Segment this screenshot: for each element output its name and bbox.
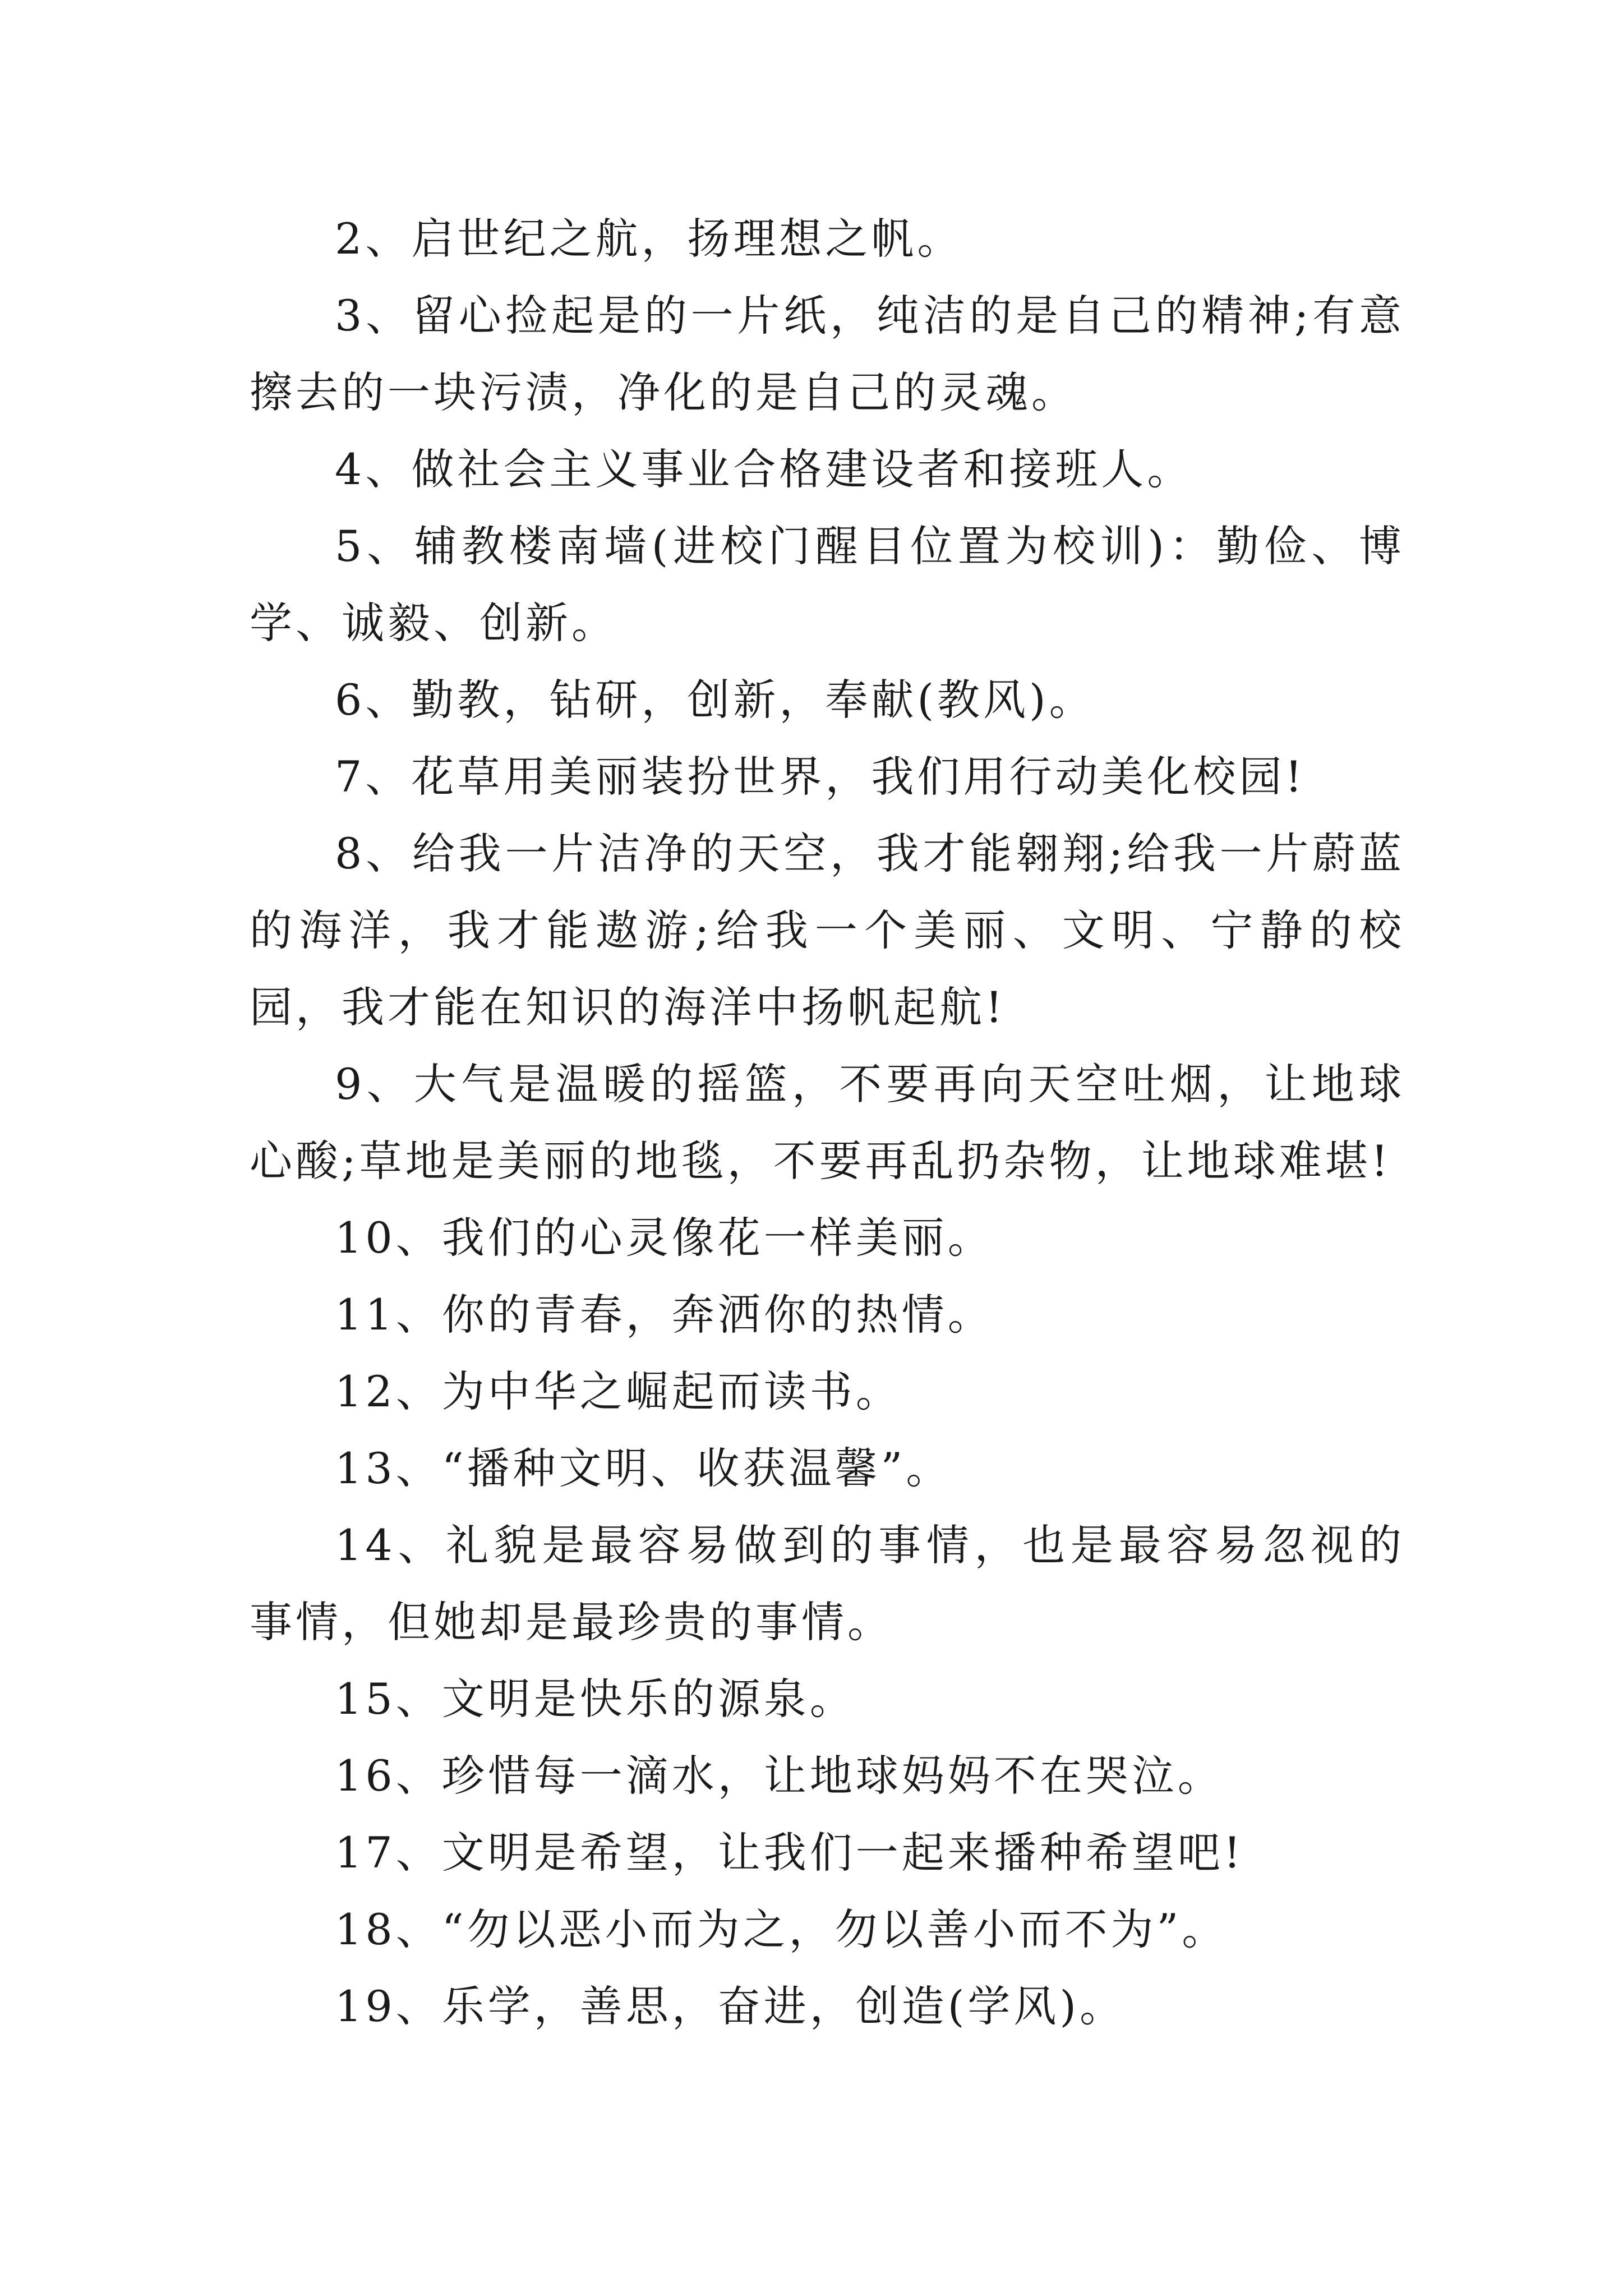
paragraph-2: 2、启世纪之航，扬理想之帆。	[335, 214, 963, 264]
paragraph-9: 9、大气是温暖的摇篮，不要再向天空吐烟，让地球心酸;草地是美丽的地毯，不要再乱扔杂物，让地球难堪!	[250, 1059, 1405, 1186]
paragraph-14: 14、礼貌是最容易做到的事情，也是最容易忽视的事情，但她却是最珍贵的事情。	[250, 1520, 1405, 1647]
paragraph-3: 3、留心捡起是的一片纸，纯洁的是自己的精神;有意擦去的一块污渍，净化的是自己的灵魂。	[250, 291, 1405, 417]
paragraph-15: 15、文明是快乐的源泉。	[335, 1674, 856, 1724]
paragraph-4: 4、做社会主义事业合格建设者和接班人。	[335, 444, 1193, 494]
paragraph-13: 13、“播种文明、收获温馨”。	[335, 1443, 952, 1493]
paragraph-17: 17、文明是希望，让我们一起来播种希望吧!	[335, 1828, 1244, 1878]
paragraph-16: 16、珍惜每一滴水，让地球妈妈不在哭泣。	[335, 1751, 1224, 1801]
document-body	[250, 200, 1405, 2045]
paragraph-8: 8、给我一片洁净的天空，我才能翱翔;给我一片蔚蓝的海洋，我才能遨游;给我一个美丽、文明、宁静的校园，我才能在知识的海洋中扬帆起航!	[250, 829, 1405, 1032]
paragraph-12: 12、为中华之崛起而读书。	[335, 1366, 902, 1416]
paragraph-10: 10、我们的心灵像花一样美丽。	[335, 1213, 994, 1263]
paragraph-7: 7、花草用美丽装扮世界，我们用行动美化校园!	[335, 752, 1306, 802]
paragraph-11: 11、你的青春，奔洒你的热情。	[335, 1290, 994, 1340]
paragraph-6: 6、勤教，钻研，创新，奉献(教风)。	[335, 675, 1095, 725]
paragraph-18: 18、“勿以恶小而为之，勿以善小而不为”。	[335, 1904, 1228, 1954]
paragraph-19: 19、乐学，善思，奋进，创造(学风)。	[335, 1981, 1126, 2031]
paragraph-5: 5、辅教楼南墙(进校门醒目位置为校训)：勤俭、博学、诚毅、创新。	[250, 521, 1405, 648]
